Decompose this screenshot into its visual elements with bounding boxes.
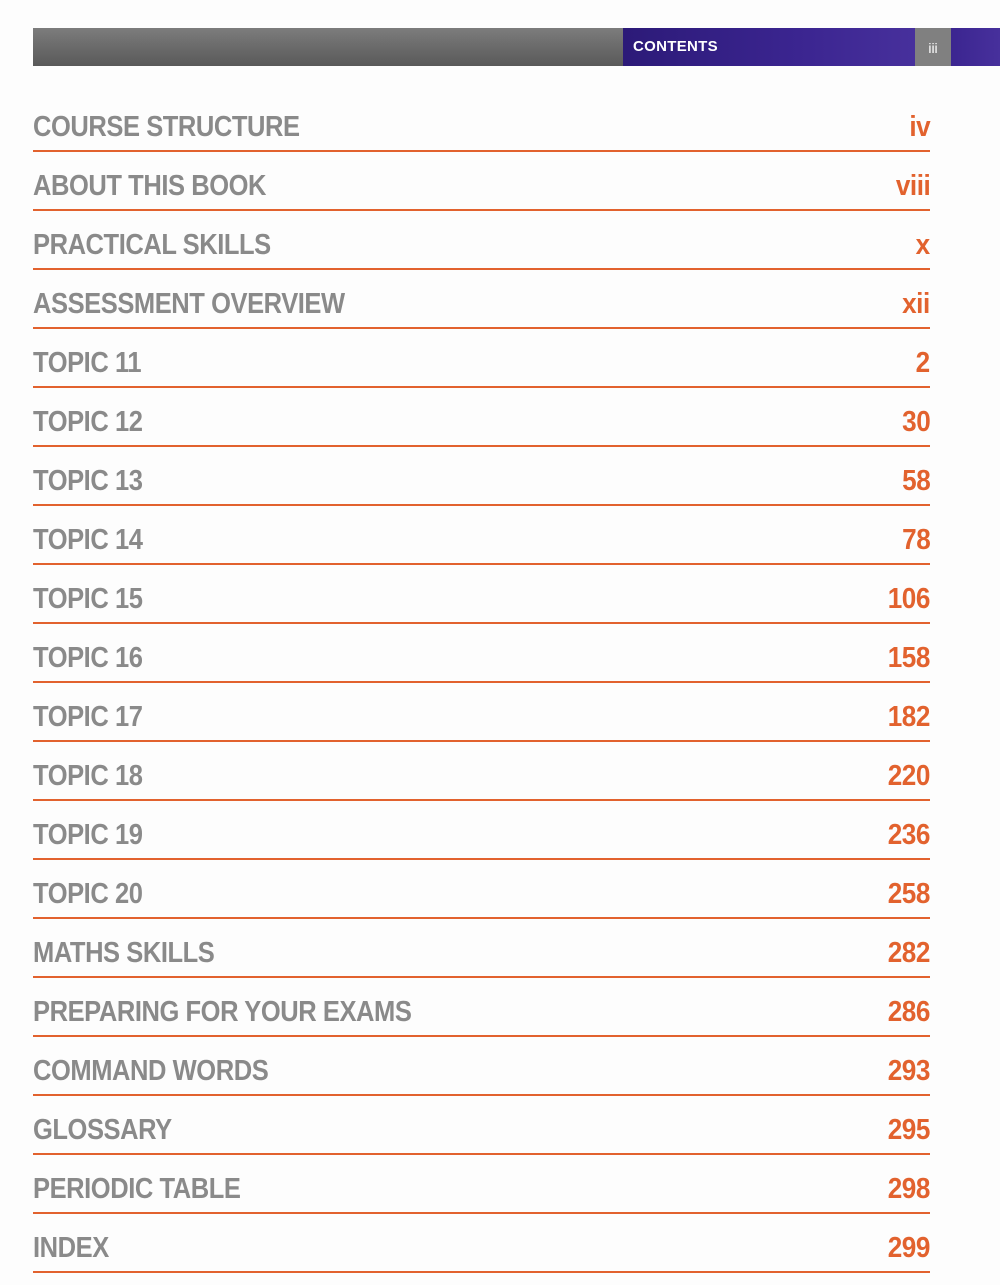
toc-entry-title: TOPIC 12	[33, 406, 143, 438]
toc-entry-page: x	[915, 229, 930, 261]
toc-entry-page: 286	[887, 996, 930, 1028]
toc-entry-title: COURSE STRUCTURE	[33, 111, 300, 143]
toc-entry-page: 236	[887, 819, 930, 851]
toc-entry-page: 220	[887, 760, 930, 792]
toc-entry[interactable]	[33, 1039, 930, 1096]
toc-entry-title: TOPIC 19	[33, 819, 143, 851]
toc-entry-title: COMMAND WORDS	[33, 1055, 269, 1087]
header-purple-tail	[951, 28, 1000, 66]
toc-entry[interactable]	[33, 862, 930, 919]
toc-entry[interactable]	[33, 1098, 930, 1155]
toc-entry[interactable]	[33, 95, 930, 152]
toc-entry[interactable]	[33, 744, 930, 801]
toc-entry[interactable]	[33, 508, 930, 565]
toc-entry[interactable]	[33, 626, 930, 683]
toc-entry-page: 158	[887, 642, 930, 674]
toc-entry[interactable]	[33, 1157, 930, 1214]
toc-entry-page: 298	[887, 1173, 930, 1205]
toc-entry-page: 182	[887, 701, 930, 733]
toc-entry-page: 258	[887, 878, 930, 910]
toc-entry-title: ABOUT THIS BOOK	[33, 170, 267, 202]
toc-entry-page: 299	[887, 1232, 930, 1264]
toc-entry-page: 282	[887, 937, 930, 969]
toc-entry[interactable]	[33, 449, 930, 506]
toc-entry-title: TOPIC 16	[33, 642, 143, 674]
toc-entry-page: 295	[887, 1114, 930, 1146]
header-gray-band	[33, 28, 623, 66]
page-number: iii	[928, 40, 938, 56]
section-title: CONTENTS	[633, 38, 718, 55]
header-section-tab	[623, 28, 915, 66]
toc-entry-title: GLOSSARY	[33, 1114, 172, 1146]
toc-entry[interactable]	[33, 331, 930, 388]
toc-entry-title: TOPIC 11	[33, 347, 142, 379]
toc-entry[interactable]	[33, 980, 930, 1037]
toc-entry-title: MATHS SKILLS	[33, 937, 215, 969]
toc-entry[interactable]	[33, 390, 930, 447]
page-number-box	[915, 28, 951, 66]
toc-entry-title: PRACTICAL SKILLS	[33, 229, 271, 261]
toc-entry[interactable]	[33, 213, 930, 270]
toc-entry-page: viii	[895, 170, 930, 202]
toc-entry-title: PREPARING FOR YOUR EXAMS	[33, 996, 412, 1028]
toc-entry[interactable]	[33, 272, 930, 329]
toc-entry-title: INDEX	[33, 1232, 109, 1264]
toc-entry-title: TOPIC 18	[33, 760, 143, 792]
toc-entry[interactable]	[33, 921, 930, 978]
toc-entry-title: TOPIC 20	[33, 878, 143, 910]
toc-entry-page: 58	[901, 465, 930, 497]
toc-entry[interactable]	[33, 567, 930, 624]
toc-entry[interactable]	[33, 154, 930, 211]
table-of-contents	[33, 95, 930, 1275]
header-bar	[33, 28, 1000, 66]
toc-entry-page: 30	[901, 406, 930, 438]
toc-entry-title: TOPIC 13	[33, 465, 143, 497]
toc-entry-page: 293	[887, 1055, 930, 1087]
toc-entry-title: ASSESSMENT OVERVIEW	[33, 288, 345, 320]
toc-entry-title: TOPIC 17	[33, 701, 143, 733]
toc-entry-title: TOPIC 15	[33, 583, 143, 615]
toc-entry[interactable]	[33, 1216, 930, 1273]
toc-entry[interactable]	[33, 685, 930, 742]
toc-entry-page: iv	[909, 111, 930, 143]
toc-entry-page: xii	[902, 288, 930, 320]
toc-entry-title: PERIODIC TABLE	[33, 1173, 241, 1205]
toc-entry-page: 106	[887, 583, 930, 615]
toc-entry[interactable]	[33, 803, 930, 860]
toc-entry-title: TOPIC 14	[33, 524, 143, 556]
toc-entry-page: 78	[901, 524, 930, 556]
toc-entry-page: 2	[915, 347, 930, 379]
